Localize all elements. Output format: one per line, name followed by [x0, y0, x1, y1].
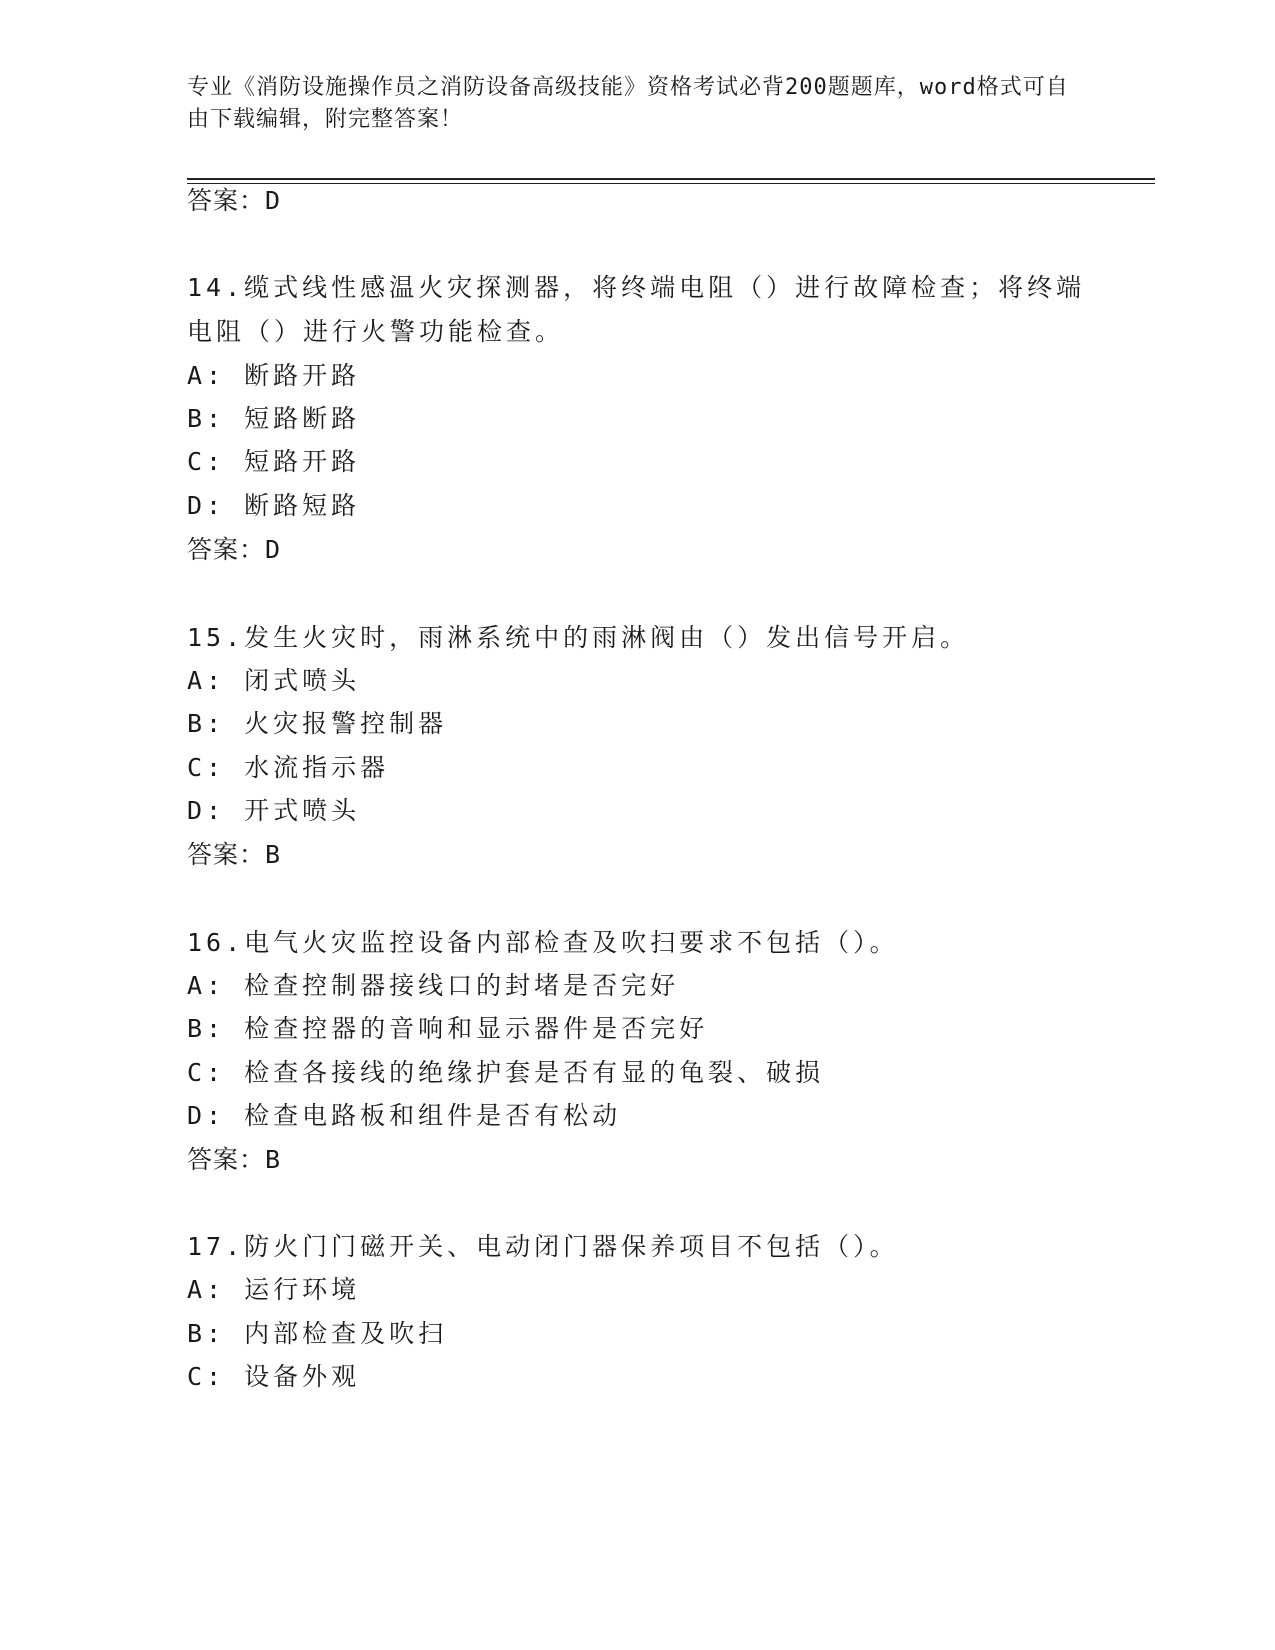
- question-14-option-d: D: 断路短路: [187, 491, 361, 520]
- document-header: 专业《消防设施操作员之消防设备高级技能》资格考试必背200题题库，word格式可自由下载编辑，附完整答案！: [187, 75, 1069, 132]
- question-14-option-c: C: 短路开路: [187, 447, 361, 476]
- question-15-option-d: D: 开式喷头: [187, 796, 361, 825]
- question-16-answer: 答案：B: [187, 1145, 282, 1174]
- question-14-stem-line1: 14.缆式线性感温火灾探测器，将终端电阻（）进行故障检查；将终端: [187, 273, 1086, 302]
- header-divider-thin: [187, 183, 1155, 184]
- question-16-option-a: A: 检查控制器接线口的封堵是否完好: [187, 971, 680, 1000]
- question-17-stem: 17.防火门门磁开关、电动闭门器保养项目不包括（）。: [187, 1232, 899, 1261]
- question-17-option-c: C: 设备外观: [187, 1362, 361, 1391]
- question-14-option-a: A: 断路开路: [187, 361, 361, 390]
- question-17-option-b: B: 内部检查及吹扫: [187, 1319, 448, 1348]
- previous-answer: 答案：D: [187, 186, 282, 215]
- question-14-option-b: B: 短路断路: [187, 404, 361, 433]
- question-14-answer: 答案：D: [187, 535, 282, 564]
- question-17-option-a: A: 运行环境: [187, 1275, 361, 1304]
- question-15-option-a: A: 闭式喷头: [187, 666, 361, 695]
- question-16-option-c: C: 检查各接线的绝缘护套是否有显的龟裂、破损: [187, 1058, 825, 1087]
- question-16-option-b: B: 检查控器的音响和显示器件是否完好: [187, 1014, 709, 1043]
- question-14-stem-line2: 电阻（）进行火警功能检查。: [187, 317, 565, 346]
- question-16-stem: 16.电气火灾监控设备内部检查及吹扫要求不包括（）。: [187, 928, 899, 957]
- question-15-option-c: C: 水流指示器: [187, 753, 390, 782]
- question-15-stem: 15.发生火灾时，雨淋系统中的雨淋阀由（）发出信号开启。: [187, 623, 970, 652]
- header-divider: [187, 178, 1155, 180]
- question-15-answer: 答案：B: [187, 840, 282, 869]
- question-15-option-b: B: 火灾报警控制器: [187, 709, 448, 738]
- question-16-option-d: D: 检查电路板和组件是否有松动: [187, 1101, 622, 1130]
